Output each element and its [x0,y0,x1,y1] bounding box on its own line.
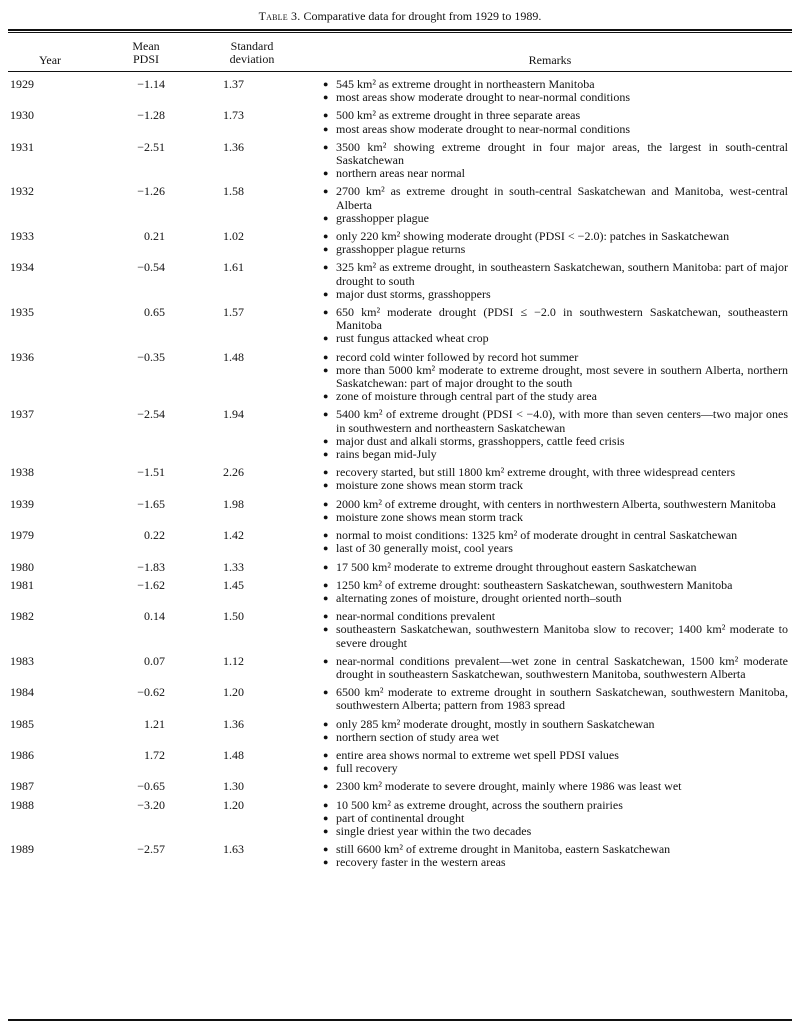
bullet-icon: ● [323,624,329,635]
table-row [8,610,792,655]
remark-item [323,306,788,332]
remark-text: southeastern Saskatchewan, southwestern Manitoba slow to recover; 1400 km² moderate to severe drought [336,622,788,650]
year-cell: 1980 [10,559,34,574]
spacer-cell [248,529,323,560]
remark-item [323,123,788,136]
header-pdsi-line1: Mean [132,39,160,53]
std-dev-cell: 1.98 [223,496,244,511]
remark-text: northern areas near normal [336,166,465,181]
table-row [8,799,792,844]
bullet-icon: ● [323,186,329,197]
spacer-cell [248,185,323,230]
mean-pdsi-cell: 0.65 [144,305,165,320]
bullet-icon: ● [323,561,329,572]
remark-item [323,332,788,345]
year-cell: 1981 [10,577,34,592]
table-row [8,261,792,306]
bullet-icon: ● [323,307,329,318]
std-dev-cell: 1.63 [223,842,244,857]
bullet-icon: ● [323,511,329,522]
spacer-cell [248,579,323,610]
std-dev-cell: 1.94 [223,407,244,422]
remark-text: entire area shows normal to extreme wet spell PDSI values [336,747,619,762]
table-row [8,408,792,466]
remarks-cell [323,498,792,529]
year-cell: 1934 [10,260,34,275]
remark-text: full recovery [336,761,398,776]
std-dev-cell: 1.37 [223,77,244,91]
remark-item [323,261,788,287]
remarks-cell [323,749,792,780]
remark-text: single driest year within the two decades [336,823,532,838]
remark-text: recovery faster in the western areas [336,855,506,870]
mean-pdsi-cell: 0.14 [144,609,165,624]
bullet-icon: ● [323,449,329,460]
remark-item [323,364,788,390]
bullet-icon: ● [323,212,329,223]
remarks-cell [323,561,792,579]
std-dev-cell: 1.20 [223,685,244,700]
remark-item [323,799,788,812]
remark-item [323,511,788,524]
spacer-cell [248,843,323,874]
bullet-icon: ● [323,480,329,491]
remark-text: 1250 km² of extreme drought: southeastern Saskatchewan, southwestern Manitoba [336,577,733,592]
remark-text: 325 km² as extreme drought, in southeastern Saskatchewan, southern Manitoba: part of major drought to south [336,260,788,288]
table-row [8,78,792,109]
bullet-icon: ● [323,799,329,810]
table-row [8,686,792,717]
std-dev-cell: 1.36 [223,139,244,154]
remarks-cell [323,78,792,109]
remark-item [323,561,788,574]
mean-pdsi-cell: −3.20 [137,797,165,812]
table-row [8,466,792,497]
std-dev-cell: 1.58 [223,184,244,199]
std-dev-cell: 1.50 [223,609,244,624]
spacer-cell [248,718,323,749]
mean-pdsi-cell: −0.65 [137,779,165,794]
bullet-icon: ● [323,467,329,478]
mean-pdsi-cell: −2.51 [137,139,165,154]
remark-text: 2000 km² of extreme drought, with centers in northwestern Alberta, southwestern Manitoba [336,496,776,511]
remark-item [323,780,788,793]
remark-text: most areas show moderate drought to near-normal conditions [336,121,631,136]
bullet-icon: ● [323,857,329,868]
remark-item [323,686,788,712]
remark-text: 500 km² as extreme drought in three separate areas [336,108,581,123]
bullet-icon: ● [323,718,329,729]
table-row [8,306,792,351]
remarks-cell [323,843,792,874]
year-cell: 1988 [10,797,34,812]
remark-item [323,212,788,225]
bullet-icon: ● [323,825,329,836]
bullet-icon: ● [323,498,329,509]
remark-text: still 6600 km² of extreme drought in Manitoba, eastern Saskatchewan [336,842,671,857]
bullet-icon: ● [323,409,329,420]
remark-text: most areas show moderate drought to near-normal conditions [336,90,631,105]
bullet-icon: ● [323,844,329,855]
remarks-cell [323,185,792,230]
spacer-cell [248,799,323,844]
year-cell: 1931 [10,139,34,154]
mean-pdsi-cell: 0.22 [144,528,165,543]
mean-pdsi-cell: 1.21 [144,716,165,731]
remark-item [323,167,788,180]
remarks-cell [323,408,792,466]
year-cell: 1989 [10,842,34,857]
bullet-icon: ● [323,655,329,666]
remark-item [323,390,788,403]
remark-item [323,655,788,681]
bullet-icon: ● [323,244,329,255]
remarks-cell [323,799,792,844]
top-rule [8,29,792,31]
table-body [8,78,792,875]
header-pdsi-line2: PDSI [132,52,159,66]
remarks-cell [323,686,792,717]
bullet-icon: ● [323,592,329,603]
std-dev-cell: 1.30 [223,779,244,794]
remark-item [323,856,788,869]
bullet-icon: ● [323,391,329,402]
table-row [8,655,792,686]
mean-pdsi-cell: −1.51 [137,465,165,480]
remark-item [323,623,788,649]
bullet-icon: ● [323,543,329,554]
remark-text: 2700 km² as extreme drought in south-central Saskatchewan and Manitoba, west-central Alberta [336,184,788,212]
remark-text: 545 km² as extreme drought in northeastern Manitoba [336,77,595,91]
remark-item [323,812,788,825]
year-cell: 1983 [10,653,34,668]
spacer-cell [248,351,323,409]
remark-text: 5400 km² of extreme drought (PDSI < −4.0), with more than seven centers—two major ones in southwestern and northeastern Saskatchewan [336,407,788,435]
remark-text: rust fungus attacked wheat crop [336,331,489,346]
bullet-icon: ● [323,92,329,103]
spacer-cell [248,261,323,306]
year-cell: 1929 [10,77,34,91]
spacer-cell [248,498,323,529]
mean-pdsi-cell: −1.62 [137,577,165,592]
mean-pdsi-cell: −2.54 [137,407,165,422]
table-row [8,351,792,409]
remark-text: zone of moisture through central part of the study area [336,389,597,404]
bullet-icon: ● [323,288,329,299]
mean-pdsi-cell: 1.72 [144,747,165,762]
remark-text: moisture zone shows mean storm track [336,509,523,524]
remark-text: only 285 km² moderate drought, mostly in southern Saskatchewan [336,716,655,731]
spacer-cell [248,686,323,717]
mean-pdsi-cell: −0.35 [137,349,165,364]
bullet-icon: ● [323,435,329,446]
remark-text: grasshopper plague returns [336,242,466,257]
std-dev-cell: 1.57 [223,305,244,320]
remark-item [323,731,788,744]
table-row [8,230,792,261]
year-cell: 1936 [10,349,34,364]
remark-item [323,109,788,122]
table-row [8,185,792,230]
remark-text: 650 km² moderate drought (PDSI ≤ −2.0 in southwestern Saskatchewan, southeastern Manitoba [336,305,788,333]
bullet-icon: ● [323,781,329,792]
spacer-cell [248,78,323,109]
year-cell: 1986 [10,747,34,762]
bullet-icon: ● [323,168,329,179]
year-cell: 1985 [10,716,34,731]
spacer-cell [248,408,323,466]
remarks-cell [323,655,792,686]
remark-item [323,542,788,555]
remark-text: only 220 km² showing moderate drought (PDSI < −2.0): patches in Saskatchewan [336,229,730,244]
mean-pdsi-cell: −1.28 [137,108,165,123]
std-dev-cell: 1.12 [223,653,244,668]
remarks-cell [323,306,792,351]
remark-item [323,185,788,211]
table-row [8,529,792,560]
bullet-icon: ● [323,579,329,590]
year-cell: 1939 [10,496,34,511]
year-cell: 1937 [10,407,34,422]
header-sd-line1: Standard [230,39,274,53]
mean-pdsi-cell: −2.57 [137,842,165,857]
bullet-icon: ● [323,231,329,242]
remark-text: more than 5000 km² moderate to extreme drought, most severe in southern Alberta, northern Saskatchewan: part of major drought to the south [336,362,788,391]
remarks-cell [323,351,792,409]
header-rule [8,71,792,72]
spacer-cell [248,561,323,579]
remark-text: 3500 km² showing extreme drought in four major areas, the largest in south-central Saskatchewan [336,139,788,168]
year-cell: 1933 [10,229,34,244]
year-cell: 1987 [10,779,34,794]
remark-text: near-normal conditions prevalent—wet zone in central Saskatchewan, 1500 km² moderate drought in southeastern Saskatchewan, southwestern Manitoba, southwestern Alberta [336,653,788,681]
top-rule-thin [8,32,792,33]
table-row [8,749,792,780]
remark-item [323,718,788,731]
mean-pdsi-cell: 0.07 [144,653,165,668]
bullet-icon: ● [323,687,329,698]
mean-pdsi-cell: −1.83 [137,559,165,574]
table-caption [0,9,800,23]
bullet-icon: ● [323,763,329,774]
spacer-cell [248,466,323,497]
spacer-cell [248,749,323,780]
std-dev-cell: 1.33 [223,559,244,574]
bottom-rule [8,1019,792,1021]
header-remarks: Remarks [528,53,572,67]
remark-text: last of 30 generally moist, cool years [336,541,513,556]
table-row [8,579,792,610]
bullet-icon: ● [323,530,329,541]
remark-item [323,825,788,838]
year-cell: 1935 [10,305,34,320]
remarks-cell [323,109,792,140]
remark-text: rains began mid-July [336,447,437,462]
remarks-cell [323,610,792,655]
bullet-icon: ● [323,110,329,121]
bullet-icon: ● [323,333,329,344]
remark-text: moisture zone shows mean storm track [336,478,523,493]
remark-item [323,91,788,104]
std-dev-cell: 1.48 [223,747,244,762]
remark-text: 6500 km² moderate to extreme drought in southern Saskatchewan, southwestern Manitoba, southwestern Alberta; pattern from 1983 spread [336,685,788,713]
remark-item [323,448,788,461]
spacer-cell [248,109,323,140]
remark-text: grasshopper plague [336,210,429,225]
remarks-cell [323,529,792,560]
remark-item [323,141,788,167]
drought-table [8,78,792,875]
bullet-icon: ● [323,123,329,134]
std-dev-cell: 1.61 [223,260,244,275]
bullet-icon: ● [323,812,329,823]
remark-text: 10 500 km² as extreme drought, across the southern prairies [336,797,623,812]
bullet-icon: ● [323,351,329,362]
table-row [8,109,792,140]
remark-item [323,288,788,301]
std-dev-cell: 1.02 [223,229,244,244]
table-row [8,843,792,874]
year-cell: 1932 [10,184,34,199]
year-cell: 1930 [10,108,34,123]
remarks-cell [323,141,792,186]
spacer-cell [248,141,323,186]
mean-pdsi-cell: −1.65 [137,496,165,511]
year-cell: 1979 [10,528,34,543]
mean-pdsi-cell: −1.14 [137,77,165,91]
spacer-cell [248,780,323,798]
remarks-cell [323,780,792,798]
std-dev-cell: 1.20 [223,797,244,812]
remark-text: 17 500 km² moderate to extreme drought throughout eastern Saskatchewan [336,559,697,574]
year-cell: 1938 [10,465,34,480]
remark-text: recovery started, but still 1800 km² extreme drought, with three widespread centers [336,465,736,480]
std-dev-cell: 1.42 [223,528,244,543]
spacer-cell [248,230,323,261]
mean-pdsi-cell: −0.54 [137,260,165,275]
header-sd-line2: deviation [229,52,275,66]
table-row [8,718,792,749]
year-cell: 1984 [10,685,34,700]
spacer-cell [248,610,323,655]
remark-item [323,351,788,364]
bullet-icon: ● [323,141,329,152]
remark-text: major dust storms, grasshoppers [336,286,491,301]
spacer-cell [248,655,323,686]
table-title: Comparative data for drought from 1929 to 1989. [303,9,542,23]
bullet-icon: ● [323,79,329,89]
std-dev-cell: 1.36 [223,716,244,731]
bullet-icon: ● [323,611,329,622]
remark-item [323,479,788,492]
header-year: Year [38,53,62,67]
mean-pdsi-cell: −1.26 [137,184,165,199]
remark-text: record cold winter followed by record hot summer [336,349,579,364]
table-row [8,498,792,529]
table-row [8,561,792,579]
bullet-icon: ● [323,364,329,375]
remark-text: near-normal conditions prevalent [336,609,496,624]
spacer-cell [248,306,323,351]
std-dev-cell: 1.73 [223,108,244,123]
std-dev-cell: 2.26 [223,465,244,480]
mean-pdsi-cell: −0.62 [137,685,165,700]
table-number: Table 3. [258,9,301,23]
remark-text: part of continental drought [336,810,465,825]
remarks-cell [323,466,792,497]
remarks-cell [323,261,792,306]
std-dev-cell: 1.45 [223,577,244,592]
mean-pdsi-cell: 0.21 [144,229,165,244]
remark-item [323,762,788,775]
bullet-icon: ● [323,731,329,742]
remark-item [323,243,788,256]
remarks-cell [323,718,792,749]
remarks-cell [323,579,792,610]
table-row [8,141,792,186]
year-cell: 1982 [10,609,34,624]
bullet-icon: ● [323,749,329,760]
remark-text: normal to moist conditions: 1325 km² of moderate drought in central Saskatchewan [336,528,738,543]
remark-item [323,592,788,605]
remarks-cell [323,230,792,261]
table-row [8,780,792,798]
remark-text: 2300 km² moderate to severe drought, mainly where 1986 was least wet [336,779,682,794]
remark-item [323,579,788,592]
remark-item [323,408,788,434]
std-dev-cell: 1.48 [223,349,244,364]
remark-item [323,498,788,511]
bullet-icon: ● [323,262,329,273]
remark-text: major dust and alkali storms, grasshoppers, cattle feed crisis [336,433,625,448]
remark-text: northern section of study area wet [336,729,499,744]
remark-text: alternating zones of moisture, drought oriented north–south [336,590,622,605]
